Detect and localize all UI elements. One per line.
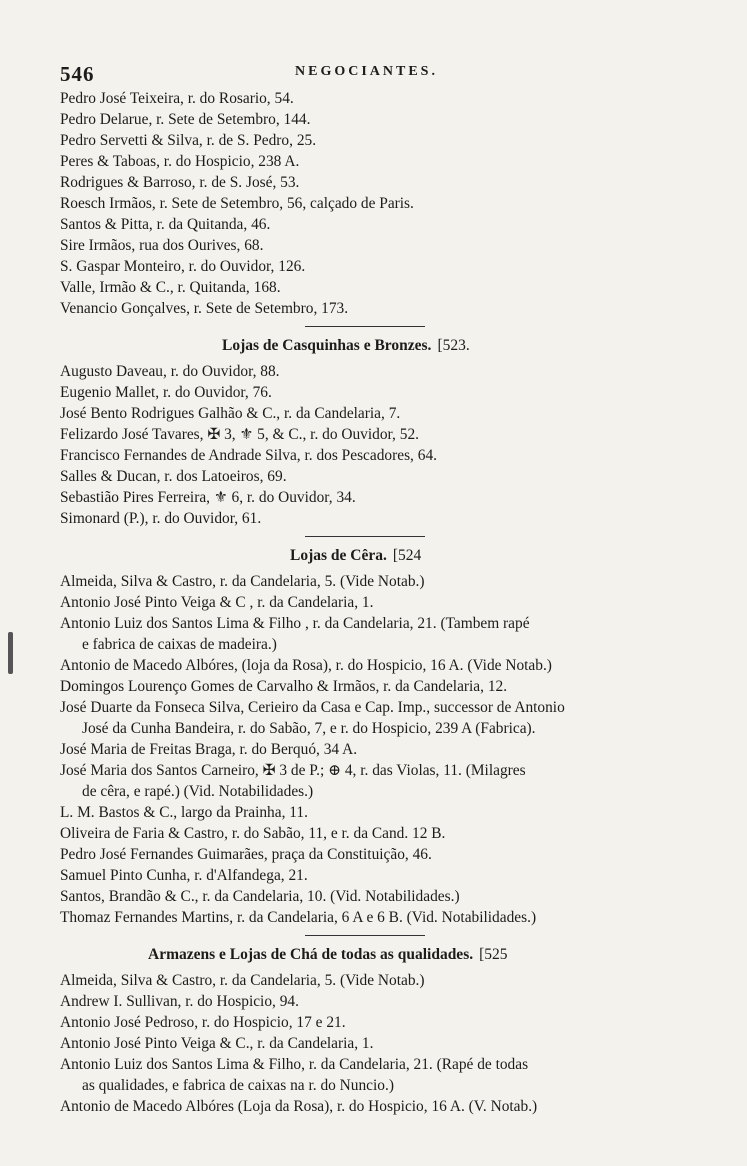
page-number: 546 xyxy=(60,62,95,86)
list-entry: Sebastião Pires Ferreira, ⚜ 6, r. do Ouvidor, 34. xyxy=(60,489,356,506)
list-entry: Felizardo José Tavares, ✠ 3, ⚜ 5, & C., r. do Ouvidor, 52. xyxy=(60,426,419,443)
top-entry-list xyxy=(60,88,700,319)
list-entry-continuation: José da Cunha Bandeira, r. do Sabão, 7, e r. do Hospicio, 239 A (Fabrica). xyxy=(82,720,536,737)
list-entry: Andrew I. Sullivan, r. do Hospicio, 94. xyxy=(60,993,299,1010)
list-entry: S. Gaspar Monteiro, r. do Ouvidor, 126. xyxy=(60,258,306,275)
section-entry-list xyxy=(60,361,700,529)
list-entry: Domingos Lourenço Gomes de Carvalho & Irmãos, r. da Candelaria, 12. xyxy=(60,678,508,695)
list-entry: Pedro José Teixeira, r. do Rosario, 54. xyxy=(60,90,294,107)
section-divider xyxy=(305,326,425,327)
section-heading xyxy=(148,944,700,966)
list-entry: José Maria de Freitas Braga, r. do Berquó, 34 A. xyxy=(60,741,358,758)
list-entry: Valle, Irmão & C., r. Quitanda, 168. xyxy=(60,279,281,296)
list-entry: Antonio de Macedo Albóres, (loja da Rosa), r. do Hospicio, 16 A. (Vide Notab.) xyxy=(60,657,552,674)
section-number: [524 xyxy=(392,547,422,564)
list-entry-continuation: as qualidades, e fabrica de caixas na r. do Nuncio.) xyxy=(82,1077,394,1094)
list-entry: Venancio Gonçalves, r. Sete de Setembro, 173. xyxy=(60,300,349,317)
list-entry: Francisco Fernandes de Andrade Silva, r. dos Pescadores, 64. xyxy=(60,447,437,464)
list-entry: Antonio José Pinto Veiga & C., r. da Candelaria, 1. xyxy=(60,1035,374,1052)
list-entry: Santos, Brandão & C., r. da Candelaria, 10. (Vid. Notabilidades.) xyxy=(60,888,460,905)
running-head: NEGOCIANTES. xyxy=(295,64,438,79)
list-entry-continuation: e fabrica de caixas de madeira.) xyxy=(82,636,277,653)
list-entry: Antonio Luiz dos Santos Lima & Filho, r. da Candelaria, 21. (Rapé de todas xyxy=(60,1056,529,1073)
list-entry: Samuel Pinto Cunha, r. d'Alfandega, 21. xyxy=(60,867,308,884)
list-entry: Thomaz Fernandes Martins, r. da Candelaria, 6 A e 6 B. (Vid. Notabilidades.) xyxy=(60,909,537,926)
list-entry: Eugenio Mallet, r. do Ouvidor, 76. xyxy=(60,384,272,401)
list-entry: Augusto Daveau, r. do Ouvidor, 88. xyxy=(60,363,280,380)
list-entry: Roesch Irmãos, r. Sete de Setembro, 56, calçado de Paris. xyxy=(60,195,414,212)
page xyxy=(60,58,700,1117)
list-entry: Pedro Delarue, r. Sete de Setembro, 144. xyxy=(60,111,311,128)
section-title: Armazens e Lojas de Chá de todas as qualidades. xyxy=(148,946,474,963)
list-entry: José Bento Rodrigues Galhão & C., r. da Candelaria, 7. xyxy=(60,405,401,422)
section-title: Lojas de Casquinhas e Bronzes. xyxy=(222,337,432,354)
list-entry: Rodrigues & Barroso, r. de S. José, 53. xyxy=(60,174,300,191)
section-number: [525 xyxy=(479,946,508,963)
list-entry: Peres & Taboas, r. do Hospicio, 238 A. xyxy=(60,153,300,170)
list-entry: Simonard (P.), r. do Ouvidor, 61. xyxy=(60,510,262,527)
list-entry: Almeida, Silva & Castro, r. da Candelaria, 5. (Vide Notab.) xyxy=(60,972,425,989)
list-entry: Pedro Servetti & Silva, r. de S. Pedro, 25. xyxy=(60,132,317,149)
section-heading xyxy=(290,545,700,567)
list-entry: Santos & Pitta, r. da Quitanda, 46. xyxy=(60,216,271,233)
section-title: Lojas de Cêra. xyxy=(290,547,387,564)
section-divider xyxy=(305,536,425,537)
list-entry: Antonio Luiz dos Santos Lima & Filho , r. da Candelaria, 21. (Tambem rapé xyxy=(60,615,530,632)
list-entry: José Maria dos Santos Carneiro, ✠ 3 de P.; ⊕ 4, r. das Violas, 11. (Milagres xyxy=(60,762,526,779)
page-header xyxy=(60,58,700,88)
section-entry-list xyxy=(60,970,700,1117)
list-entry: Antonio de Macedo Albóres (Loja da Rosa), r. do Hospicio, 16 A. (V. Notab.) xyxy=(60,1098,538,1115)
list-entry: Sire Irmãos, rua dos Ourives, 68. xyxy=(60,237,264,254)
list-entry: José Duarte da Fonseca Silva, Cerieiro da Casa e Cap. Imp., successor de Antonio xyxy=(60,699,565,716)
list-entry: Salles & Ducan, r. dos Latoeiros, 69. xyxy=(60,468,287,485)
margin-ink-mark xyxy=(8,632,13,674)
list-entry: Antonio José Pinto Veiga & C , r. da Candelaria, 1. xyxy=(60,594,374,611)
list-entry: Pedro José Fernandes Guimarães, praça da Constituição, 46. xyxy=(60,846,432,863)
section-divider xyxy=(305,935,425,936)
section-number: [523. xyxy=(437,337,470,354)
list-entry: Antonio José Pedroso, r. do Hospicio, 17 e 21. xyxy=(60,1014,346,1031)
list-entry: L. M. Bastos & C., largo da Prainha, 11. xyxy=(60,804,308,821)
list-entry: Oliveira de Faria & Castro, r. do Sabão, 11, e r. da Cand. 12 B. xyxy=(60,825,446,842)
list-entry: Almeida, Silva & Castro, r. da Candelaria, 5. (Vide Notab.) xyxy=(60,573,425,590)
section-heading xyxy=(222,335,700,357)
list-entry-continuation: de cêra, e rapé.) (Vid. Notabilidades.) xyxy=(82,783,314,800)
section-entry-list xyxy=(60,571,700,928)
